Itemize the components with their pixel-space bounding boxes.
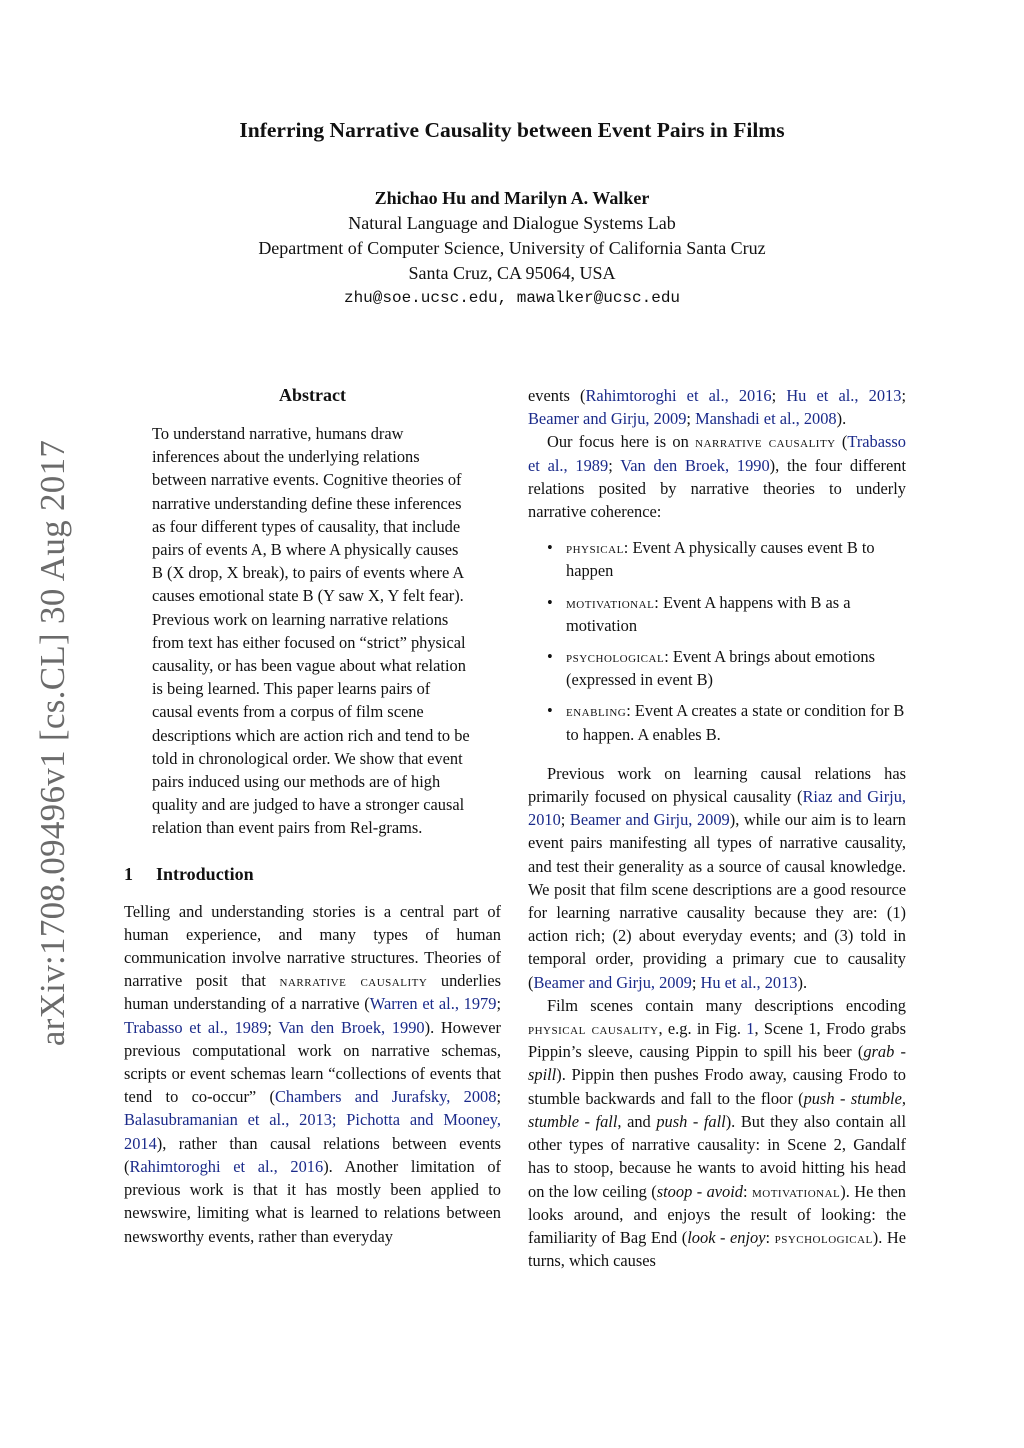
- right-column: [528, 384, 906, 1272]
- list-item: [528, 645, 906, 691]
- text-run: Previous work on learning causal relations has primarily focused on physical causality (: [528, 763, 906, 807]
- author-emails: zhu@soe.ucsc.edu, mawalker@ucsc.edu: [343, 289, 681, 307]
- citation-link[interactable]: Trabasso et al., 1989: [124, 1017, 268, 1037]
- relation-term: psychological: [774, 1227, 873, 1247]
- relations-list: [528, 536, 906, 746]
- text-run: ,: [901, 1088, 906, 1108]
- text-run: ;: [771, 386, 787, 405]
- text-run: ). He then looks around, and enjoys the result of looking: the familiarity of Bag End (: [528, 1181, 906, 1247]
- author-names: Zhichao Hu and Marilyn A. Walker: [374, 188, 650, 208]
- text-run: underlies human understanding of a narrative (: [124, 971, 501, 1014]
- text-run: ;: [901, 386, 906, 405]
- text-run: Telling and understanding stories is a central part of human experience, and many types of human communication involve narrative structures. Theories of narrative posit that: [124, 901, 501, 991]
- section-title: Introduction: [156, 863, 254, 884]
- author-address: Santa Cruz, CA 95064, USA: [408, 263, 616, 283]
- abstract-heading: Abstract: [279, 385, 346, 405]
- text-run: ;: [560, 810, 570, 830]
- text-run: , e.g. in Fig.: [658, 1019, 747, 1039]
- relation-term: enabling: [566, 701, 627, 721]
- paper-title: Inferring Narrative Causality between Event Pairs in Films: [239, 118, 785, 142]
- text-run: ;: [686, 409, 696, 429]
- author-lab: Natural Language and Dialogue Systems Lab: [348, 213, 676, 233]
- abstract-text: To understand narrative, humans draw inferences about the underlying relations between narrative events. Cognitive theories of narrative understanding define these inferences as four different types of causality, that include pairs of events A, B where A physically causes B (X drop, X break), to pairs of events where A causes emotional state B (Y saw X, Y felt fear). Previous work on learning narrative relations from text has either focused on “strict” physical causality, or has been vague about what relation is being learned. This paper learns pairs of causal events from a corpus of film scene descriptions which are action rich and tend to be told in chronological order. We show that event pairs induced using our methods are of high quality and are judged to have a stronger causal relation than event pairs from Rel-grams.: [152, 424, 470, 838]
- citation-link[interactable]: Hu et al., 2013: [700, 972, 798, 992]
- text-run: Film scenes contain many descriptions encoding: [547, 995, 906, 1015]
- list-item: [528, 699, 906, 745]
- citation-link[interactable]: Hu et al., 2013: [786, 386, 902, 405]
- figure-reference-link[interactable]: 1: [746, 1019, 755, 1039]
- focus-paragraph: [528, 430, 906, 523]
- author-block: [0, 186, 1024, 311]
- term-narrative-causality: narrative causality: [695, 432, 836, 452]
- citation-link[interactable]: Van den Broek, 1990: [620, 455, 770, 475]
- citation-link[interactable]: Trabasso et al., 1989: [528, 432, 906, 475]
- text-run: :: [742, 1181, 752, 1201]
- relation-term: motivational: [751, 1181, 841, 1201]
- text-run: ). Pippin then pushes Frodo away, causing Frodo to stumble backwards and fall to the floor (: [528, 1065, 906, 1108]
- citation-link[interactable]: Van den Broek, 1990: [278, 1017, 425, 1037]
- citation-link[interactable]: Rahimtoroghi et al., 2016: [585, 386, 772, 405]
- citation-link[interactable]: Beamer and Girju, 2009: [533, 972, 692, 992]
- relation-description: : Event A brings about emotions (expressed in event B): [566, 647, 875, 690]
- term-physical-causality: physical causality: [528, 1019, 659, 1039]
- bullet-icon: •: [547, 538, 553, 558]
- text-run: ;: [496, 994, 501, 1014]
- citation-link[interactable]: Rahimtoroghi et al., 2016: [129, 1156, 324, 1176]
- text-run: :: [765, 1227, 775, 1247]
- intro-paragraph: [124, 900, 501, 1248]
- text-run: events (: [528, 386, 586, 405]
- citation-link[interactable]: Chambers and Jurafsky, 2008: [275, 1087, 497, 1107]
- continued-paragraph: [528, 384, 906, 430]
- previous-work-paragraph: [528, 762, 906, 994]
- text-run: ). He turns, which causes: [528, 1227, 906, 1271]
- text-run: ), while our aim is to learn event pairs manifesting all types of narrative causality, and test their generality as a source of causal knowledge. We posit that film scene descriptions are a good resource for learning narrative causality because they are: (1) action rich; (2) about everyday events; and (3) told in temporal order, providing a primary cue to causality (: [528, 810, 906, 992]
- text-run: ;: [496, 1087, 501, 1107]
- text-run: ). However previous computational work on narrative schemas, scripts or event schemas learn “collections of events that tend to co-occur” (: [124, 1017, 501, 1107]
- event-pair: stoop - avoid: [656, 1181, 743, 1201]
- left-column: [124, 384, 501, 1248]
- text-run: ), the four different relations posited by narrative theories to underly narrative coherence:: [528, 455, 906, 522]
- citation-link[interactable]: Beamer and Girju, 2009: [569, 810, 730, 830]
- citation-link[interactable]: Manshadi et al., 2008: [695, 409, 837, 429]
- arxiv-stamp: arXiv:1708.09496v1 [cs.CL] 30 Aug 2017: [33, 439, 72, 1047]
- event-pair: look - enjoy: [687, 1227, 766, 1247]
- text-run: ;: [267, 1017, 279, 1037]
- text-run: Our focus here is on: [547, 432, 696, 452]
- text-run: ).: [836, 409, 847, 429]
- text-run: (: [835, 432, 848, 452]
- event-pair: push - fall: [656, 1111, 726, 1131]
- bullet-icon: •: [547, 647, 553, 667]
- relation-term: motivational: [566, 592, 655, 612]
- section-number: 1: [124, 863, 133, 884]
- text-run: ). But they also contain all other types of narrative causality: in Scene 2, Gandalf has to stoop, because he wants to avoid hitting his head on the low ceiling (: [528, 1111, 906, 1201]
- term-narrative-causality: narrative causality: [279, 971, 428, 991]
- event-pair: grab - spill: [528, 1042, 906, 1085]
- text-run: ), rather than causal relations between events (: [124, 1133, 501, 1176]
- list-item: [528, 591, 906, 637]
- citation-link[interactable]: Riaz and Girju, 2010: [528, 787, 906, 830]
- event-pair: push - stumble: [803, 1088, 902, 1108]
- citation-link[interactable]: Beamer and Girju, 2009: [528, 409, 687, 429]
- film-scenes-paragraph: [528, 994, 906, 1272]
- text-run: , Scene 1, Frodo grabs Pippin’s sleeve, causing Pippin to spill his beer (: [528, 1019, 906, 1062]
- event-pair: stumble - fall: [528, 1111, 618, 1131]
- text-run: ).: [797, 972, 808, 992]
- citation-link[interactable]: Warren et al., 1979: [369, 994, 497, 1014]
- bullet-icon: •: [547, 592, 553, 612]
- relation-term: psychological: [566, 647, 665, 667]
- text-run: ;: [608, 455, 621, 475]
- text-run: , and: [617, 1111, 657, 1131]
- text-run: ;: [691, 972, 701, 992]
- bullet-icon: •: [547, 701, 553, 721]
- citation-link[interactable]: Balasubramanian et al., 2013; Pichotta and Mooney, 2014: [124, 1110, 501, 1153]
- author-department: Department of Computer Science, University of California Santa Cruz: [258, 238, 766, 258]
- relation-description: : Event A physically causes event B to happen: [566, 538, 875, 581]
- relation-term: physical: [566, 538, 624, 558]
- text-run: ). Another limitation of previous work is that it has mostly been applied to newswire, limiting what is learned to relations between newsworthy events, rather than everyday: [124, 1156, 501, 1246]
- section-heading-introduction: [124, 862, 501, 887]
- relation-description: : Event A happens with B as a motivation: [566, 592, 851, 635]
- relation-description: : Event A creates a state or condition for B to happen. A enables B.: [566, 701, 905, 744]
- list-item: [528, 536, 906, 582]
